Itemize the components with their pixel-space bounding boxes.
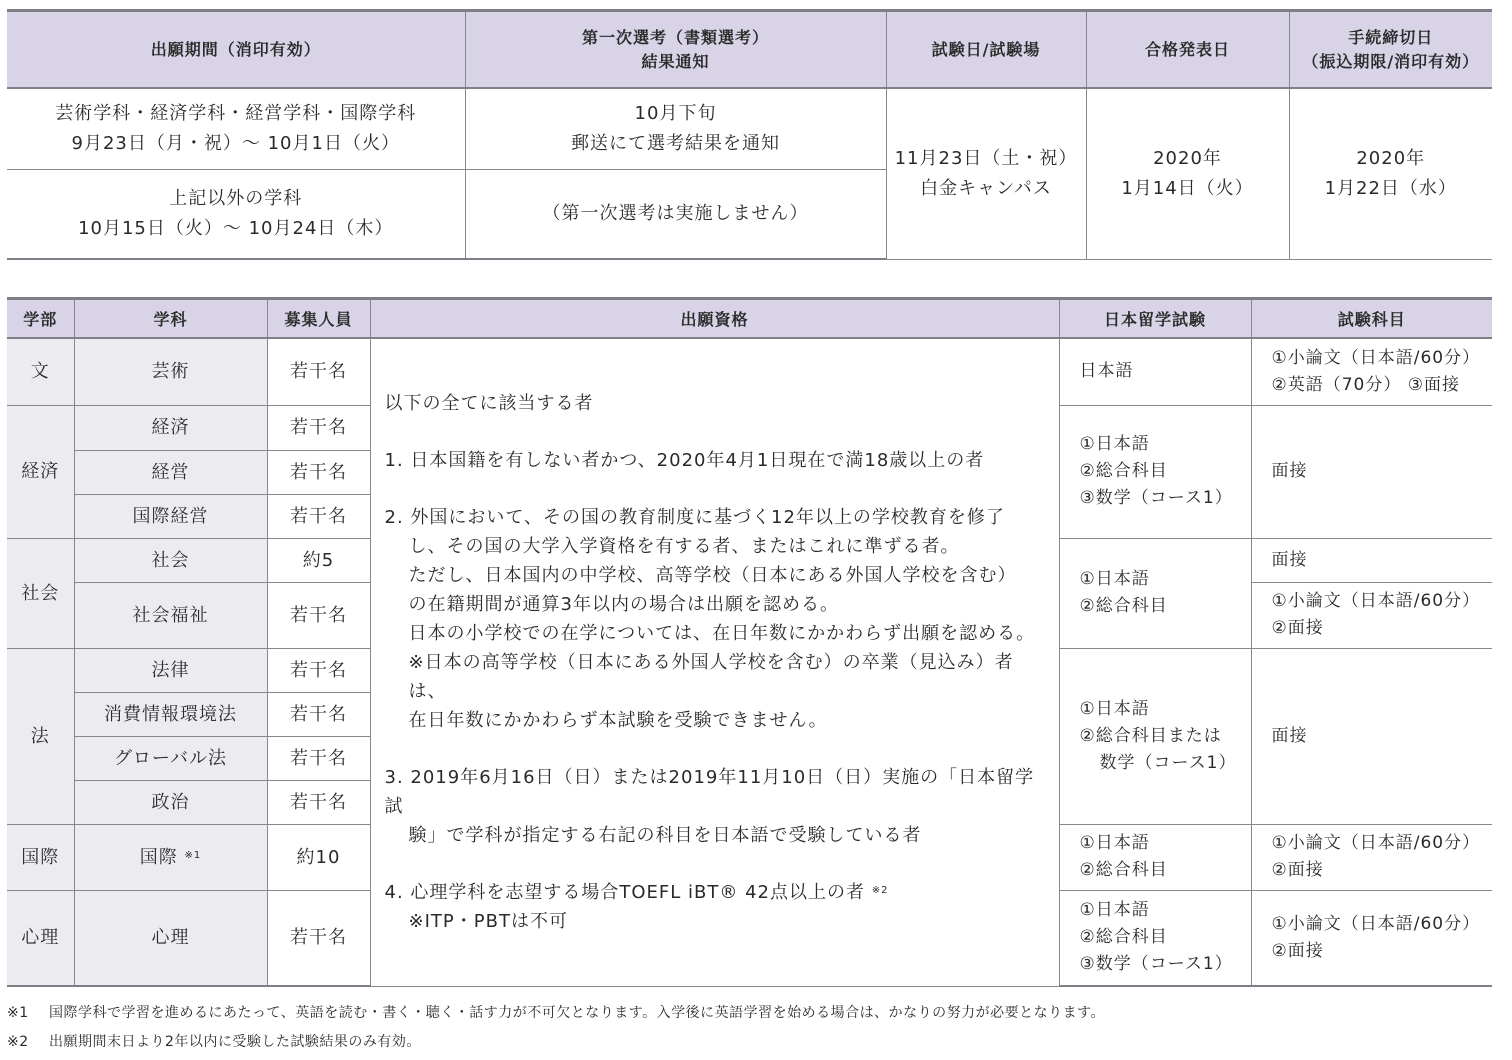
quota-keizai: 若干名 xyxy=(267,405,370,450)
eju-bun: 日本語 xyxy=(1059,338,1251,405)
subjects-bun-line1: ①小論文（日本語/60分） xyxy=(1271,347,1481,368)
first-1-line2: 郵送にて選考結果を通知 xyxy=(571,133,780,154)
header-period xyxy=(7,11,465,89)
subjects-shakai-fukushi xyxy=(1251,582,1492,648)
header-deadline xyxy=(1289,11,1492,89)
period-cell-2 xyxy=(7,170,465,260)
header-period-text: 出願期間（消印有効） xyxy=(150,39,321,59)
faculty-bun: 文 xyxy=(7,338,74,405)
quota-kokusai: 約10 xyxy=(267,824,370,890)
quota-houritsu: 若干名 xyxy=(267,648,370,692)
quals-item-2-line6: ※日本の高等学校（日本にある外国人学校を含む）の卒業（見込み）者は、 xyxy=(408,651,1014,702)
quals-item-2-line4: の在籍期間が通算3年以内の場合は出願を認める。 xyxy=(408,593,839,615)
eju-shakai-1: ①日本語 xyxy=(1079,569,1150,589)
dept-geijutsu: 芸術 xyxy=(74,338,267,405)
eju-keizai-1: ①日本語 xyxy=(1079,434,1150,454)
result-cell xyxy=(1086,88,1289,259)
quota-geijutsu: 若干名 xyxy=(267,338,370,405)
result-line2: 1月14日（火） xyxy=(1121,177,1254,199)
eju-hou-3: 数学（コース1） xyxy=(1099,752,1237,773)
header-first-line2: 結果通知 xyxy=(641,51,710,71)
period-2-line2: 10月15日（火）～ 10月24日（木） xyxy=(78,218,394,239)
subjects-fukushi-2: ②面接 xyxy=(1271,618,1324,638)
requirements-table xyxy=(7,297,1492,987)
header-quota: 募集人員 xyxy=(267,299,370,339)
subjects-shinri-1: ①小論文（日本語/60分） xyxy=(1271,913,1481,934)
quota-kokusai-keiei: 若干名 xyxy=(267,494,370,538)
header-subjects: 試験科目 xyxy=(1251,299,1492,339)
header-exam-text: 試験日/試験場 xyxy=(931,39,1041,59)
dept-kokusai xyxy=(74,824,267,890)
quals-item-3-line1: 3. 2019年6月16日（日）または2019年11月10日（日）実施の「日本留学試 xyxy=(384,766,1035,817)
eju-kokusai-2: ②総合科目 xyxy=(1079,860,1168,880)
period-1-line1: 芸術学科・経済学科・経営学科・国際学科 xyxy=(55,103,417,124)
subjects-kokusai-2: ②面接 xyxy=(1271,860,1324,880)
footnote-1 xyxy=(7,1002,1105,1022)
period-2-line1: 上記以外の学科 xyxy=(169,188,303,209)
footnote-2 xyxy=(7,1031,421,1051)
first-1-line1: 10月下旬 xyxy=(634,103,717,124)
schedule-table xyxy=(7,9,1492,260)
quals-item-1: 1. 日本国籍を有しない者かつ、2020年4月1日現在で満18歳以上の者 xyxy=(384,449,985,471)
dept-keizai: 経済 xyxy=(74,405,267,450)
eju-shakai xyxy=(1059,538,1251,648)
footnote-mark-1: ※1 xyxy=(184,849,202,861)
first-2-text: （第一次選考は実施しません） xyxy=(542,203,809,224)
eju-shinri-1: ①日本語 xyxy=(1079,900,1150,921)
deadline-line2: 1月22日（水） xyxy=(1324,177,1457,199)
period-1-line2: 9月23日（月・祝）～ 10月1日（火） xyxy=(71,133,400,154)
subjects-hou: 面接 xyxy=(1251,648,1492,824)
first-selection-cell-1 xyxy=(465,88,886,170)
subjects-kokusai-1: ①小論文（日本語/60分） xyxy=(1271,833,1481,853)
dept-shinri: 心理 xyxy=(74,890,267,986)
header-first-line1: 第一次選考（書類選考） xyxy=(581,27,769,47)
quota-shouhi: 若干名 xyxy=(267,692,370,736)
faculty-shinri: 心理 xyxy=(7,890,74,986)
quals-item-2-line2: し、その国の大学入学資格を有する者、またはこれに準ずる者。 xyxy=(408,535,960,557)
eju-hou-1: ①日本語 xyxy=(1079,698,1150,719)
dept-keiei: 経営 xyxy=(74,450,267,494)
subjects-fukushi-1: ①小論文（日本語/60分） xyxy=(1271,591,1481,611)
header-faculty: 学部 xyxy=(7,299,74,339)
faculty-keizai: 経済 xyxy=(7,405,74,538)
eju-kokusai-1: ①日本語 xyxy=(1079,833,1150,853)
quals-item-4-text: 4. 心理学科を志望する場合TOEFL iBT® 42点以上の者 xyxy=(384,881,866,903)
subjects-kokusai xyxy=(1251,824,1492,890)
exam-cell xyxy=(886,88,1086,259)
eju-keizai-2: ②総合科目 xyxy=(1079,461,1168,481)
dept-seiji: 政治 xyxy=(74,780,267,824)
faculty-hou: 法 xyxy=(7,648,74,824)
quals-item-4-line2: ※ITP・PBTは不可 xyxy=(408,910,568,932)
exam-line2: 白金キャンパス xyxy=(920,177,1052,199)
eju-kokusai xyxy=(1059,824,1251,890)
subjects-shinri xyxy=(1251,890,1492,986)
table-row xyxy=(7,338,1492,405)
quals-item-2-line7: 在日年数にかかわらず本試験を受験できません。 xyxy=(408,709,828,731)
subjects-shakai: 面接 xyxy=(1251,538,1492,582)
header-qualifications: 出願資格 xyxy=(370,299,1059,339)
faculty-kokusai: 国際 xyxy=(7,824,74,890)
quota-seiji: 若干名 xyxy=(267,780,370,824)
schedule-row-1 xyxy=(7,88,1492,170)
eju-shinri-2: ②総合科目 xyxy=(1079,927,1168,948)
quals-item-2-line3: ただし、日本国内の中学校、高等学校（日本にある外国人学校を含む） xyxy=(408,564,1017,586)
header-deadline-line1: 手続締切日 xyxy=(1348,27,1434,47)
subjects-keizai: 面接 xyxy=(1251,405,1492,538)
footnote-1-mark: ※1 xyxy=(7,1005,29,1021)
eju-keizai xyxy=(1059,405,1251,538)
header-exam xyxy=(886,11,1086,89)
header-deadline-line2: （振込期限/消印有効） xyxy=(1302,51,1480,71)
quals-item-4-line1 xyxy=(385,878,1049,907)
period-cell-1 xyxy=(7,88,465,170)
exam-line1: 11月23日（土・祝） xyxy=(894,147,1078,169)
requirements-header-row xyxy=(7,299,1492,339)
eju-shinri-3: ③数学（コース1） xyxy=(1079,954,1233,975)
footnote-1-text: 国際学科で学習を進めるにあたって、英語を読む・書く・聴く・話す力が不可欠となります。入学後に英語学習を始める場合は、かなりの努力が必要となります。 xyxy=(49,1005,1105,1021)
dept-shakai: 社会 xyxy=(74,538,267,582)
footnote-mark-2: ※2 xyxy=(871,884,889,896)
dept-houritsu: 法律 xyxy=(74,648,267,692)
footnote-2-mark: ※2 xyxy=(7,1034,29,1050)
quals-intro: 以下の全てに該当する者 xyxy=(384,392,594,414)
subjects-bun-line2: ②英語（70分） ③面接 xyxy=(1271,374,1461,395)
dept-shouhi: 消費情報環境法 xyxy=(74,692,267,736)
dept-kokusai-label: 国際 xyxy=(139,846,178,868)
first-selection-cell-2 xyxy=(465,170,886,260)
quals-item-2-line5: 日本の小学校での在学については、在日年数にかかわらず出願を認める。 xyxy=(408,622,1036,644)
eju-shinri xyxy=(1059,890,1251,986)
faculty-shakai: 社会 xyxy=(7,538,74,648)
qualifications-cell xyxy=(370,338,1059,986)
subjects-bun xyxy=(1251,338,1492,405)
dept-global: グローバル法 xyxy=(74,736,267,780)
header-result-text: 合格発表日 xyxy=(1144,39,1230,59)
header-dept: 学科 xyxy=(74,299,267,339)
quota-shakai: 約5 xyxy=(267,538,370,582)
header-result xyxy=(1086,11,1289,89)
eju-shakai-2: ②総合科目 xyxy=(1079,596,1168,616)
quals-item-3-line2: 験」で学科が指定する右記の科目を日本語で受験している者 xyxy=(408,824,922,846)
schedule-header-row xyxy=(7,11,1492,89)
quota-global: 若干名 xyxy=(267,736,370,780)
quota-shakai-fukushi: 若干名 xyxy=(267,582,370,648)
eju-keizai-3: ③数学（コース1） xyxy=(1079,488,1233,508)
quota-keiei: 若干名 xyxy=(267,450,370,494)
dept-kokusai-keiei: 国際経営 xyxy=(74,494,267,538)
header-eju: 日本留学試験 xyxy=(1059,299,1251,339)
result-line1: 2020年 xyxy=(1153,147,1222,169)
eju-hou xyxy=(1059,648,1251,824)
subjects-shinri-2: ②面接 xyxy=(1271,940,1324,961)
quals-item-2-line1: 2. 外国において、その国の教育制度に基づく12年以上の学校教育を修了 xyxy=(384,506,1005,528)
deadline-cell xyxy=(1289,88,1492,259)
dept-shakai-fukushi: 社会福祉 xyxy=(74,582,267,648)
eju-hou-2: ②総合科目または xyxy=(1079,725,1222,746)
footnote-2-text: 出願期間末日より2年以内に受験した試験結果のみ有効。 xyxy=(49,1034,421,1050)
quota-shinri: 若干名 xyxy=(267,890,370,986)
deadline-line1: 2020年 xyxy=(1356,147,1426,169)
header-first-selection xyxy=(465,11,886,89)
